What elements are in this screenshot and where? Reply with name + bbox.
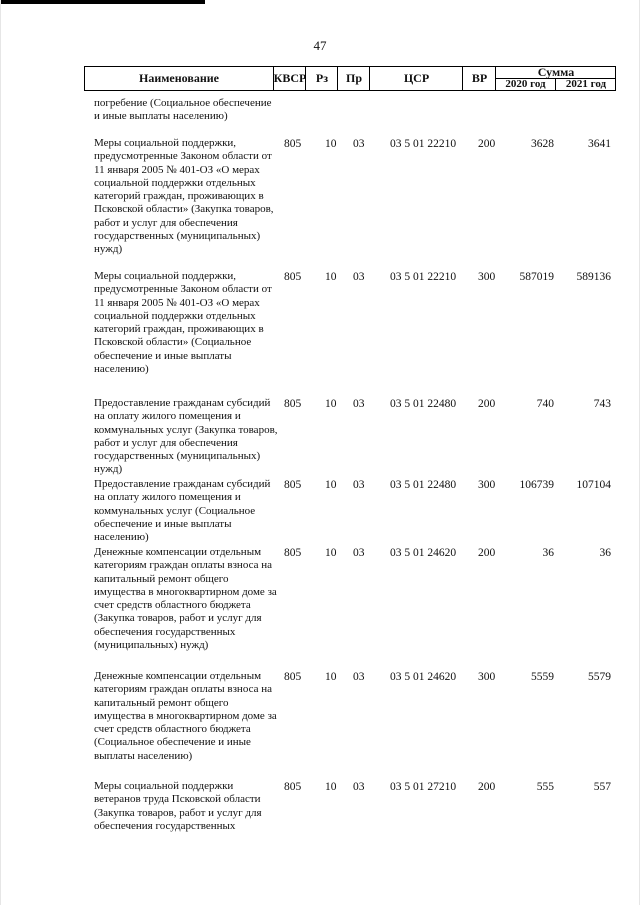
table-row: [94, 780, 624, 832]
row-sum-2021: 589136: [576, 271, 611, 283]
row-sum-2021: 3641: [588, 138, 611, 150]
row-sum-2020: 555: [536, 781, 554, 793]
row-name: Меры социальной поддержки ветеранов труда Псковской области (Закупка товаров, работ и услуг для обеспечения государственных: [94, 780, 262, 832]
row-sum-2021: 107104: [576, 479, 611, 491]
header-pr: Пр: [337, 67, 370, 90]
row-rz: 10: [325, 479, 337, 491]
row-sum-2021: 557: [593, 781, 611, 793]
header-year-2021: 2021 год: [565, 78, 607, 90]
table-header: [84, 66, 616, 91]
row-sum-2020: 36: [542, 547, 554, 559]
row-kvsr: 805: [284, 398, 302, 410]
row-name: Меры социальной поддержки, предусмотренные Законом области от 11 января 2005 № 401-ОЗ «О мерах социальной поддержки отдельных категорий граждан, проживающих в Псковской области» (Социальное обеспечение и иные выплаты населению): [94, 270, 272, 376]
header-year-2020: 2020 год: [496, 79, 556, 90]
row-name: Предоставление гражданам субсидий на оплату жилого помещения и коммунальных услуг (Социальное обеспечение и иные выплаты населению): [94, 478, 271, 544]
row-kvsr: 805: [284, 271, 302, 283]
row-pr: 03: [353, 271, 365, 283]
table-row: [94, 397, 624, 476]
row-rz: 10: [325, 547, 337, 559]
row-pr: 03: [353, 781, 365, 793]
table-row: [94, 478, 624, 544]
row-sum-2021: 36: [599, 547, 611, 559]
row-csr: 03 5 01 24620: [390, 671, 457, 683]
top-edge-line: [0, 0, 205, 4]
row-sum-2021: 743: [593, 398, 611, 410]
row-rz: 10: [325, 398, 337, 410]
header-vr: ВР: [462, 67, 496, 90]
row-kvsr: 805: [284, 138, 302, 150]
row-vr: 200: [478, 547, 496, 559]
header-sum-group: [495, 67, 616, 90]
row-kvsr: 805: [284, 479, 302, 491]
row-rz: 10: [325, 138, 337, 150]
header-name: Наименование: [139, 71, 219, 85]
row-csr: 03 5 01 22210: [390, 271, 457, 283]
row-vr: 300: [478, 671, 496, 683]
row-name: погребение (Социальное обеспечение и иные выплаты населению): [94, 97, 272, 123]
row-sum-2020: 5559: [531, 671, 554, 683]
row-pr: 03: [353, 547, 365, 559]
table-row: [94, 546, 624, 652]
row-pr: 03: [353, 479, 365, 491]
page-number: 47: [313, 38, 327, 53]
row-name: Предоставление гражданам субсидий на оплату жилого помещения и коммунальных услуг (Закупка товаров, работ и услуг для обеспечения государственных (муниципальных) нужд): [94, 397, 278, 476]
row-pr: 03: [353, 138, 365, 150]
row-sum-2020: 106739: [519, 479, 554, 491]
table-row: [94, 670, 624, 762]
header-sum: Сумма: [496, 67, 616, 79]
header-rz: Рз: [305, 67, 338, 90]
row-vr: 200: [478, 138, 496, 150]
left-page-edge: [0, 0, 1, 905]
row-name: Меры социальной поддержки, предусмотренные Законом области от 11 января 2005 № 401-ОЗ «О мерах социальной поддержки отдельных категорий граждан, проживающих в Псковской области» (Закупка товаров, работ и услуг для обеспечения государственных (муниципальных) нужд): [94, 137, 274, 256]
row-csr: 03 5 01 27210: [390, 781, 457, 793]
header-csr: ЦСР: [369, 67, 463, 90]
row-kvsr: 805: [284, 781, 302, 793]
row-pr: 03: [353, 398, 365, 410]
row-csr: 03 5 01 24620: [390, 547, 457, 559]
row-sum-2021: 5579: [588, 671, 611, 683]
row-vr: 300: [478, 271, 496, 283]
row-sum-2020: 3628: [531, 138, 554, 150]
row-name: Денежные компенсации отдельным категориям граждан оплаты взноса на капитальный ремонт общего имущества в многоквартирном доме за счет средств областного бюджета (Социальное обеспечение и иные выплаты населению): [94, 670, 277, 762]
row-rz: 10: [325, 271, 337, 283]
row-pr: 03: [353, 671, 365, 683]
table-row: [94, 270, 624, 376]
row-csr: 03 5 01 22480: [390, 398, 457, 410]
row-vr: 200: [478, 398, 496, 410]
row-csr: 03 5 01 22480: [390, 479, 457, 491]
row-csr: 03 5 01 22210: [390, 138, 457, 150]
row-rz: 10: [325, 781, 337, 793]
row-vr: 300: [478, 479, 496, 491]
row-sum-2020: 587019: [519, 271, 554, 283]
row-rz: 10: [325, 671, 337, 683]
row-vr: 200: [478, 781, 496, 793]
row-kvsr: 805: [284, 671, 302, 683]
header-kvsr: КВСР: [273, 67, 306, 90]
table-row: [94, 97, 624, 123]
row-kvsr: 805: [284, 547, 302, 559]
row-name: Денежные компенсации отдельным категориям граждан оплаты взноса на капитальный ремонт общего имущества в многоквартирном доме за счет средств областного бюджета (Закупка товаров, работ и услуг для обеспечения государственных (муниципальных) нужд): [94, 546, 277, 652]
row-sum-2020: 740: [536, 398, 554, 410]
table-row: [94, 137, 624, 256]
